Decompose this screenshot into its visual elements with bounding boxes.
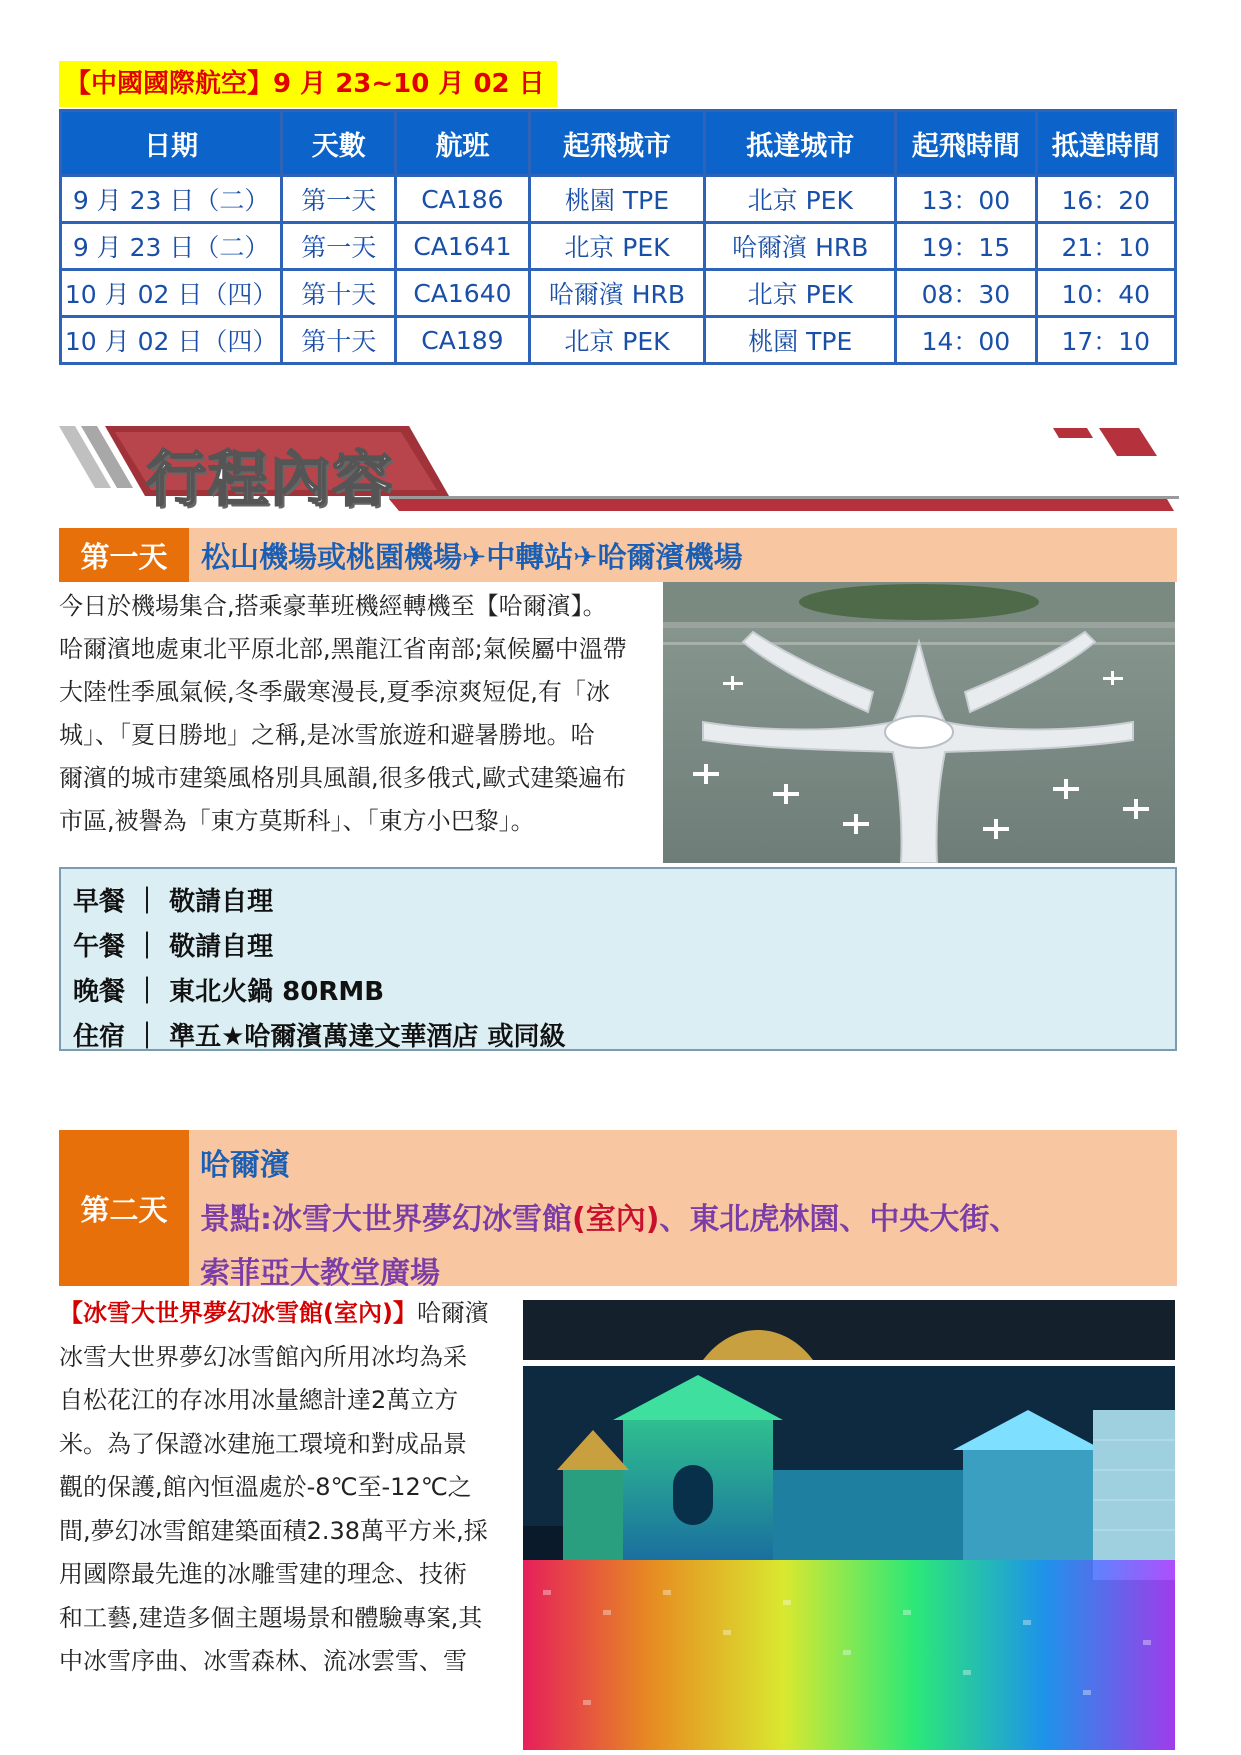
day1-line: 爾濱的城市建築風格別具風韻,很多俄式,歐式建築遍布 — [59, 764, 627, 792]
cell-arrive-city: 哈爾濱 HRB — [706, 224, 894, 268]
day2-line: 用國際最先進的冰雕雪建的理念、技術 — [59, 1560, 467, 1588]
header-arrive-time: 抵達時間 — [1038, 112, 1174, 174]
lunch-row: 午餐 ｜ 敬請自理 — [73, 932, 274, 962]
day1-line: 市區,被譽為「東方莫斯科」、「東方小巴黎」。 — [59, 807, 535, 835]
cell-arrive-city: 北京 PEK — [706, 271, 894, 315]
header-date: 日期 — [62, 112, 280, 174]
cell-flight: CA189 — [397, 318, 527, 362]
cell-date: 9 月 23 日（二） — [62, 177, 280, 221]
day2-description — [59, 1292, 509, 1684]
header-flight: 航班 — [397, 112, 527, 174]
cell-date: 9 月 23 日（二） — [62, 224, 280, 268]
day2-sights-rest: 、東北虎林園、中央大街、 — [659, 1202, 1020, 1237]
day2-line: 中冰雪序曲、冰雪森林、流冰雲雪、雪 — [59, 1647, 467, 1675]
day2-badge: 第二天 — [59, 1130, 189, 1286]
ice-snow-hall-photo — [523, 1300, 1175, 1750]
day1-line: 今日於機場集合,搭乘豪華班機經轉機至【哈爾濱】。 — [59, 592, 607, 620]
table-row — [62, 177, 1174, 221]
cell-arrive-time: 16：20 — [1038, 177, 1174, 221]
cell-arrive-city: 北京 PEK — [706, 177, 894, 221]
day2-line: 和工藝,建造多個主題場景和體驗專案,其 — [59, 1603, 483, 1632]
accommodation-row: 住宿 ｜ 準五★哈爾濱萬達文華酒店 或同級 — [73, 1022, 566, 1052]
cell-day: 第十天 — [283, 271, 394, 315]
cell-date: 10 月 02 日（四） — [62, 318, 280, 362]
day2-line: 觀的保護,館內恒溫處於-8℃至-12℃之 — [59, 1473, 472, 1501]
table-row — [62, 271, 1174, 315]
day2-city: 哈爾濱 — [200, 1148, 290, 1183]
day2-line: 自松花江的存冰用冰量總計達2萬立方 — [59, 1386, 459, 1414]
day1-line: 哈爾濱地處東北平原北部,黑龍江省南部;氣候屬中溫帶 — [59, 635, 627, 663]
breakfast-row: 早餐 ｜ 敬請自理 — [73, 887, 274, 917]
day1-route: 松山機場或桃園機場✈中轉站✈哈爾濱機場 — [201, 539, 743, 574]
table-row — [62, 224, 1174, 268]
cell-flight: CA186 — [397, 177, 527, 221]
cell-arrive-city: 桃園 TPE — [706, 318, 894, 362]
cell-depart-time: 14：00 — [897, 318, 1034, 362]
header-depart-city: 起飛城市 — [531, 112, 704, 174]
day2-sights-line3: 索菲亞大教堂廣場 — [200, 1256, 440, 1291]
day2-sights-indoor: (室內) — [572, 1202, 660, 1237]
day1-line: 大陸性季風氣候,冬季嚴寒漫長,夏季涼爽短促,有「冰 — [59, 678, 610, 706]
cell-flight: CA1641 — [397, 224, 527, 268]
cell-date: 10 月 02 日（四） — [62, 271, 280, 315]
day2-line: 間,夢幻冰雪館建築面積2.38萬平方米,採 — [59, 1516, 488, 1545]
table-header-row — [62, 112, 1174, 174]
table-row — [62, 318, 1174, 362]
header-arrive-city: 抵達城市 — [706, 112, 894, 174]
cell-day: 第一天 — [283, 177, 394, 221]
cell-depart-time: 19：15 — [897, 224, 1034, 268]
cell-arrive-time: 21：10 — [1038, 224, 1174, 268]
day1-badge: 第一天 — [59, 528, 189, 582]
day1-meals-box — [59, 867, 1177, 1051]
day1-line: 城」、「夏日勝地」之稱,是冰雪旅遊和避暑勝地。哈 — [59, 721, 595, 749]
day2-sights-prefix: 景點:冰雪大世界夢幻冰雪館 — [200, 1202, 572, 1237]
dinner-row: 晚餐 ｜ 東北火鍋 80RMB — [73, 977, 385, 1007]
day1-description — [59, 585, 659, 843]
day2-sights — [200, 1194, 1019, 1238]
cell-depart-time: 08：30 — [897, 271, 1034, 315]
cell-depart-city: 北京 PEK — [531, 318, 704, 362]
cell-flight: CA1640 — [397, 271, 527, 315]
day2-highlight: 【冰雪大世界夢幻冰雪館(室內)】 — [59, 1299, 417, 1327]
cell-depart-city: 桃園 TPE — [531, 177, 704, 221]
cell-day: 第十天 — [283, 318, 394, 362]
cell-arrive-time: 10：40 — [1038, 271, 1174, 315]
cell-depart-time: 13：00 — [897, 177, 1034, 221]
airline-date-banner: 【中國國際航空】9 月 23~10 月 02 日 — [59, 61, 557, 107]
day2-line: 冰雪大世界夢幻冰雪館內所用冰均為采 — [59, 1342, 467, 1371]
header-day: 天數 — [283, 112, 394, 174]
airport-aerial-photo — [663, 582, 1175, 863]
day1-header — [59, 528, 1177, 582]
day2-line: 【冰雪大世界夢幻冰雪館(室內)】哈爾濱 — [59, 1299, 489, 1327]
flight-schedule-table — [59, 109, 1177, 365]
cell-day: 第一天 — [283, 224, 394, 268]
day2-line: 米。為了保證冰建施工環境和對成品景 — [59, 1429, 467, 1458]
itinerary-title: 行程內容 — [146, 445, 394, 515]
header-depart-time: 起飛時間 — [897, 112, 1034, 174]
cell-depart-city: 北京 PEK — [531, 224, 704, 268]
cell-depart-city: 哈爾濱 HRB — [531, 271, 704, 315]
cell-arrive-time: 17：10 — [1038, 318, 1174, 362]
